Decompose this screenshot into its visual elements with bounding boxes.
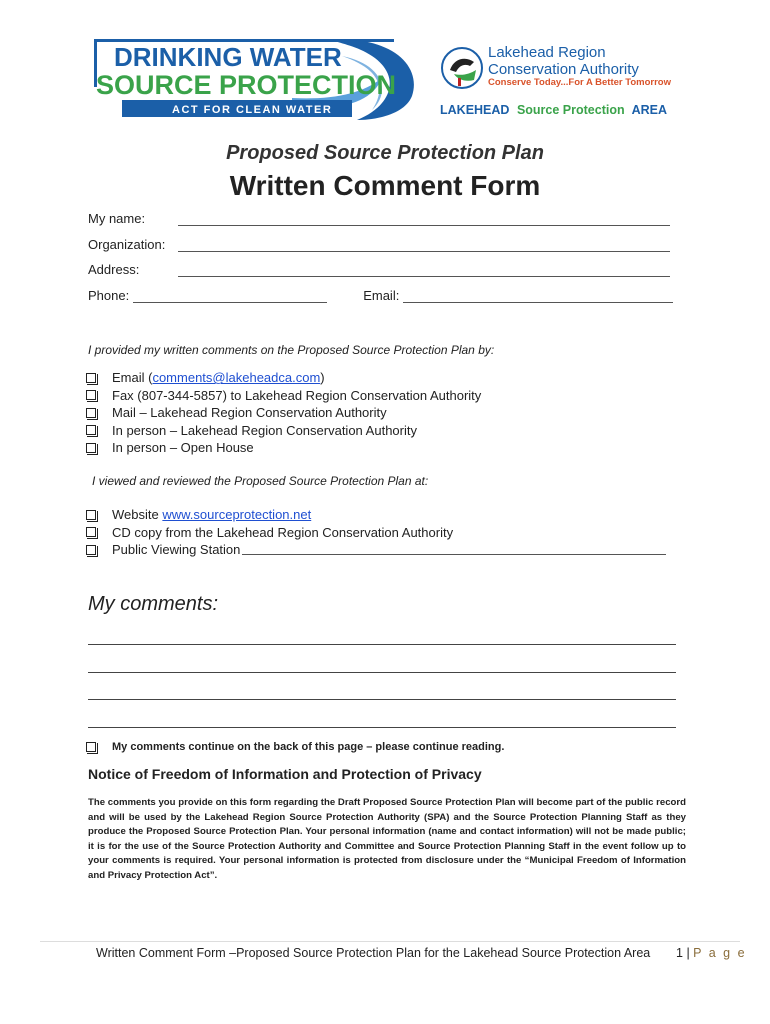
email-link[interactable]: comments@lakeheadca.com: [152, 370, 321, 386]
review-location-list: [86, 506, 666, 559]
lrca-logo-graphic: [440, 40, 700, 120]
option-fax-label: Fax (807-344-5857) to Lakehead Region Conservation Authority: [112, 387, 482, 403]
organization-field-row: [88, 237, 670, 252]
address-label: Address:: [88, 262, 140, 277]
comment-line[interactable]: [88, 644, 676, 645]
page-number: [676, 946, 747, 960]
option-email[interactable]: [86, 369, 481, 387]
option-fax[interactable]: [86, 387, 481, 405]
continue-note-row[interactable]: [86, 741, 504, 753]
checkbox-icon[interactable]: [86, 390, 96, 400]
privacy-notice-body: The comments you provide on this form regarding the Draft Proposed Source Protection Plan will become part of the public record and will be used by the Lakehead Region Source Protection Authority (SPA) and the Source Protection Planning Staff as they produce the Proposed Source Protection Plan. Your personal information (name and contact information) will not be made public; it is for the use of the Source Protection Authority and Committee and Source Protection Planning Staff in the event follow up to your comments is required. Your personal information is protected from disclosure under the “Municipal Freedom of Information and Privacy Protection Act”.: [88, 797, 686, 881]
review-location-prompt: I viewed and reviewed the Proposed Source Protection Plan at:: [92, 474, 429, 488]
lrca-line1: Lakehead Region: [488, 44, 606, 61]
lakehead-conservation-logo: [440, 40, 700, 120]
page-label: P a g e: [693, 946, 747, 960]
organization-input-line[interactable]: [178, 240, 670, 252]
comment-line[interactable]: [88, 699, 676, 700]
option-viewing-station-label: Public Viewing Station: [112, 542, 241, 558]
lrca-line2: Conservation Authority: [488, 61, 639, 78]
logo-line1: DRINKING WATER: [114, 42, 342, 72]
footer-text: Written Comment Form –Proposed Source Protection Plan for the Lakehead Source Protection Area: [96, 946, 651, 960]
privacy-notice-heading: Notice of Freedom of Information and Protection of Privacy: [88, 766, 482, 782]
option-in-person-lrca-label: In person – Lakehead Region Conservation Authority: [112, 422, 417, 438]
checkbox-icon[interactable]: [86, 545, 96, 555]
option-cd-copy[interactable]: [86, 524, 666, 542]
submit-method-prompt: I provided my written comments on the Proposed Source Protection Plan by:: [88, 343, 495, 357]
viewing-station-input-line[interactable]: [242, 544, 666, 555]
option-website-prefix: Website: [112, 507, 159, 523]
area-word-source-protection: Source Protection: [516, 103, 625, 117]
option-viewing-station[interactable]: [86, 541, 666, 559]
option-email-prefix: Email (: [112, 370, 153, 386]
checkbox-icon[interactable]: [86, 527, 96, 537]
checkbox-icon[interactable]: [86, 742, 96, 752]
organization-label: Organization:: [88, 237, 166, 252]
checkbox-icon[interactable]: [86, 425, 96, 435]
bird-emblem-icon: [442, 48, 482, 88]
address-field-row: [88, 262, 670, 277]
page-separator: |: [686, 946, 690, 960]
phone-label: Phone:: [88, 288, 130, 303]
option-email-suffix: ): [320, 370, 325, 386]
website-link[interactable]: www.sourceprotection.net: [162, 507, 312, 523]
area-word-lakehead: LAKEHEAD: [440, 103, 510, 117]
option-mail[interactable]: [86, 404, 481, 422]
logo-graphic: [92, 36, 422, 122]
area-banner: [440, 103, 667, 117]
comment-line[interactable]: [88, 672, 676, 673]
option-in-person-open-house[interactable]: [86, 439, 481, 457]
name-field-row: [88, 211, 670, 226]
name-input-line[interactable]: [178, 214, 670, 226]
comments-heading: My comments:: [88, 593, 219, 615]
phone-email-row: [88, 288, 673, 303]
checkbox-icon[interactable]: [86, 373, 96, 383]
email-label: Email:: [363, 288, 400, 303]
form-subtitle: Proposed Source Protection Plan: [226, 142, 544, 164]
footer-divider: [40, 941, 740, 942]
page-number-value: 1: [676, 946, 683, 960]
submit-method-list: [86, 369, 481, 457]
comment-line[interactable]: [88, 727, 676, 728]
form-title: Written Comment Form: [229, 170, 541, 201]
lrca-slogan: Conserve Today...For A Better Tomorrow: [488, 77, 671, 88]
logo-tagline: ACT FOR CLEAN WATER: [172, 104, 333, 116]
email-input-line[interactable]: [403, 291, 673, 303]
continue-note: My comments continue on the back of this page – please continue reading.: [112, 741, 505, 753]
logo-line2: SOURCE PROTECTION: [96, 70, 397, 100]
option-open-house-label: In person – Open House: [112, 440, 254, 456]
option-cd-copy-label: CD copy from the Lakehead Region Conservation Authority: [112, 524, 454, 540]
area-word-area: AREA: [631, 103, 668, 117]
phone-input-line[interactable]: [133, 291, 327, 303]
option-in-person-lrca[interactable]: [86, 422, 481, 440]
checkbox-icon[interactable]: [86, 510, 96, 520]
checkbox-icon[interactable]: [86, 443, 96, 453]
drinking-water-source-protection-logo: [92, 36, 422, 122]
option-mail-label: Mail – Lakehead Region Conservation Authority: [112, 405, 387, 421]
checkbox-icon[interactable]: [86, 408, 96, 418]
address-input-line[interactable]: [178, 265, 670, 277]
name-label: My name:: [88, 211, 146, 226]
option-website[interactable]: [86, 506, 666, 524]
